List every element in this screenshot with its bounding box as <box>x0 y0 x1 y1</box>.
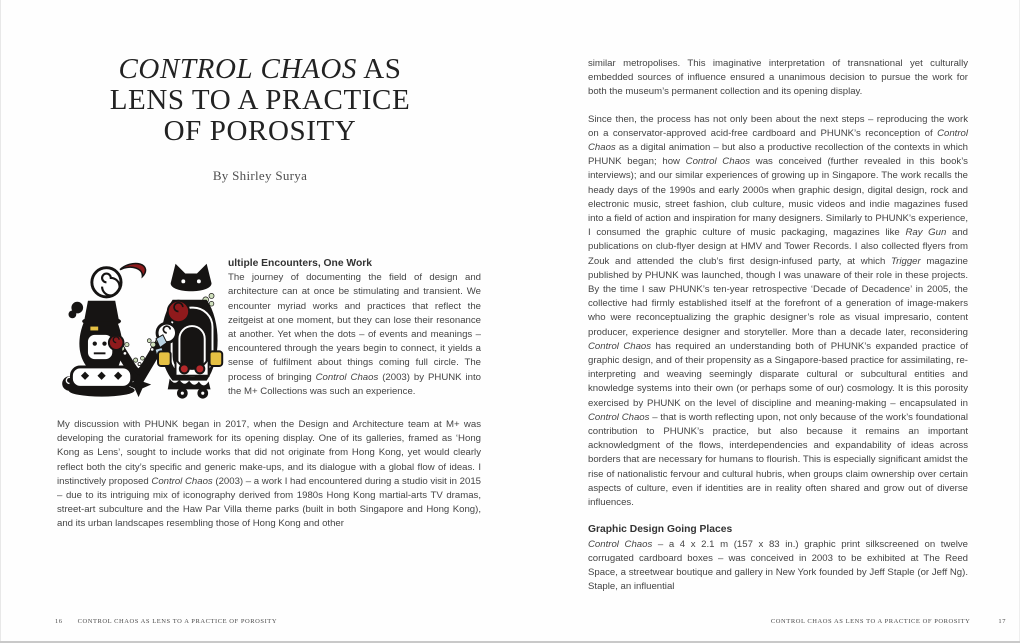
left-page-number: 16 <box>55 618 63 625</box>
article-title <box>40 54 480 184</box>
section-heading-graphic-design: Graphic Design Going Places <box>588 524 733 536</box>
title-line-2: LENS TO A PRACTICE <box>109 84 411 116</box>
byline: By Shirley Surya <box>212 168 308 183</box>
graphic-design-paragraph: Control Chaos – a 4 x 2.1 m (157 x 83 in.) graphic print silkscreened on twelve corrugated cardboard boxes – was conceived in 2003 to be exhibited at The Reed Space, a streetwear boutique and gallery in New York founded by Jeff Staple (or Jeff Ng). Staple, an influential <box>588 538 968 593</box>
left-footer <box>55 618 277 625</box>
page-right <box>510 0 1020 643</box>
right-running-title: CONTROL CHAOS AS LENS TO A PRACTICE OF POROSITY <box>770 618 971 625</box>
left-page-paragraph: My discussion with PHUNK began in 2017, when the Design and Architecture team at M+ was developing the curatorial framework for its opening display. One of its galleries, framed as ‘Hong Kong as Lens’, sought to include works that did not originate from Hong Kong, yet would clearly reflect both the city’s specific and generic make-ups, and its dialogue with a global flow of ideas. I instinctively proposed Control Chaos (2003) – a work I had encountered during a studio visit in 2015 – due to its intriguing mix of iconography derived from 1980s Hong Kong martial-arts TV dramas, street-art subculture and the Haw Par Villa theme parks (built in both Singapore and Hong Kong), and its urban landscapes resembling those of Hong Kong and other <box>57 419 481 530</box>
page-edge-left <box>0 0 1 643</box>
left-totem-figure <box>62 264 145 397</box>
title-line-1: CONTROL CHAOS AS <box>118 53 402 85</box>
intro-column <box>228 257 481 401</box>
left-running-title: CONTROL CHAOS AS LENS TO A PRACTICE OF POROSITY <box>77 618 278 625</box>
right-footer <box>771 618 1006 625</box>
title-line-3: OF POROSITY <box>163 115 357 147</box>
right-page-number: 17 <box>998 618 1006 625</box>
right-text-column <box>588 57 968 594</box>
section-heading-multiple-encounters: ultiple Encounters, One Work <box>228 258 372 269</box>
intro-paragraph: The journey of documenting the field of design and architecture can at once be stimulating and transient. We encounter myriad works and practices that reflect the zeitgeist at one moment, but they can lose their resonance at another. Yet when the dots – of events and meanings – encountered through the years begin to connect, it yields a sense of fulfilment about things coming full circle. The process of bringing Control Chaos (2003) by PHUNK into the M+ Collections was such an experience. <box>228 272 482 397</box>
right-totem-figure <box>155 264 222 399</box>
ornate-letter-m-icon <box>57 257 224 401</box>
right-paragraph-main: Since then, the process has not only been about the next steps – reproducing the work on a conservator-approved acid-free cardboard and PHUNK’s reconception of Control Chaos as a digital animation – but also a productive recollection of the contexts in which PHUNK began; how Control Chaos was conceived (further revealed in this book’s interviews); and our similar experiences of growing up in Singapore. The work recalls the heady days of the 1990s and early 2000s when graphic design, digital design, rock and electronic music, street fashion, club culture, music videos and indie magazines fused into a field of action and inspiration for many designers. Similarly to PHUNK’s experience, I consumed the graphic culture of music packaging, magazines like Ray Gun and publications on club-flyer design at HMV and Tower Records. I also collected flyers from Zouk and attended the club’s first design-infused party, at which Trigger magazine published by PHUNK was launched, though I was unaware of their role in these projects. By the time I saw PHUNK’s ten-year retrospective ‘Decade of Decadence’ in 2005, the collective had firmly established itself at the forefront of a generation of image-makers who were reconceptualizing the graphic designer’s role as visual impresario, content producer, experience designer and storyteller. More than a decade later, reconsidering Control Chaos has required an understanding both of PHUNK’s expanded practice of graphic design, and of their propensity as a Singapore-based practice for assimilating, re-interpreting and weaving seemingly disparate cultural or subcultural entities and knowledge systems into their own (or perhaps some of our) cosmology. It is this porosity exercised by PHUNK on the level of discipline and meaning-making – encapsulated in Control Chaos – that is worth reflecting upon, not only because of the work’s foundational contribution to PHUNK’s practice, but also because it remains an important acknowledgment of the flows, interdependencies and expandability of ideas across borders that are necessary for humans to flourish. This is especially significant amidst the rise of nationalistic fervour and cultural hubris, when groups claim ownership over certain aspects of culture, even if identities are in reality often shared and grow out of diverse influences. <box>588 113 968 509</box>
dropcap-m-illustration <box>57 257 224 401</box>
right-paragraph-continuation: similar metropolises. This imaginative interpretation of transnational yet culturally embedded sources of influence ensured a unanimous decision to pursue the work for both the museum’s permanent collection and its opening display. <box>588 58 968 98</box>
paragraph-gap <box>588 510 968 523</box>
section-multiple-encounters <box>57 257 481 401</box>
paragraph-gap <box>588 100 968 113</box>
